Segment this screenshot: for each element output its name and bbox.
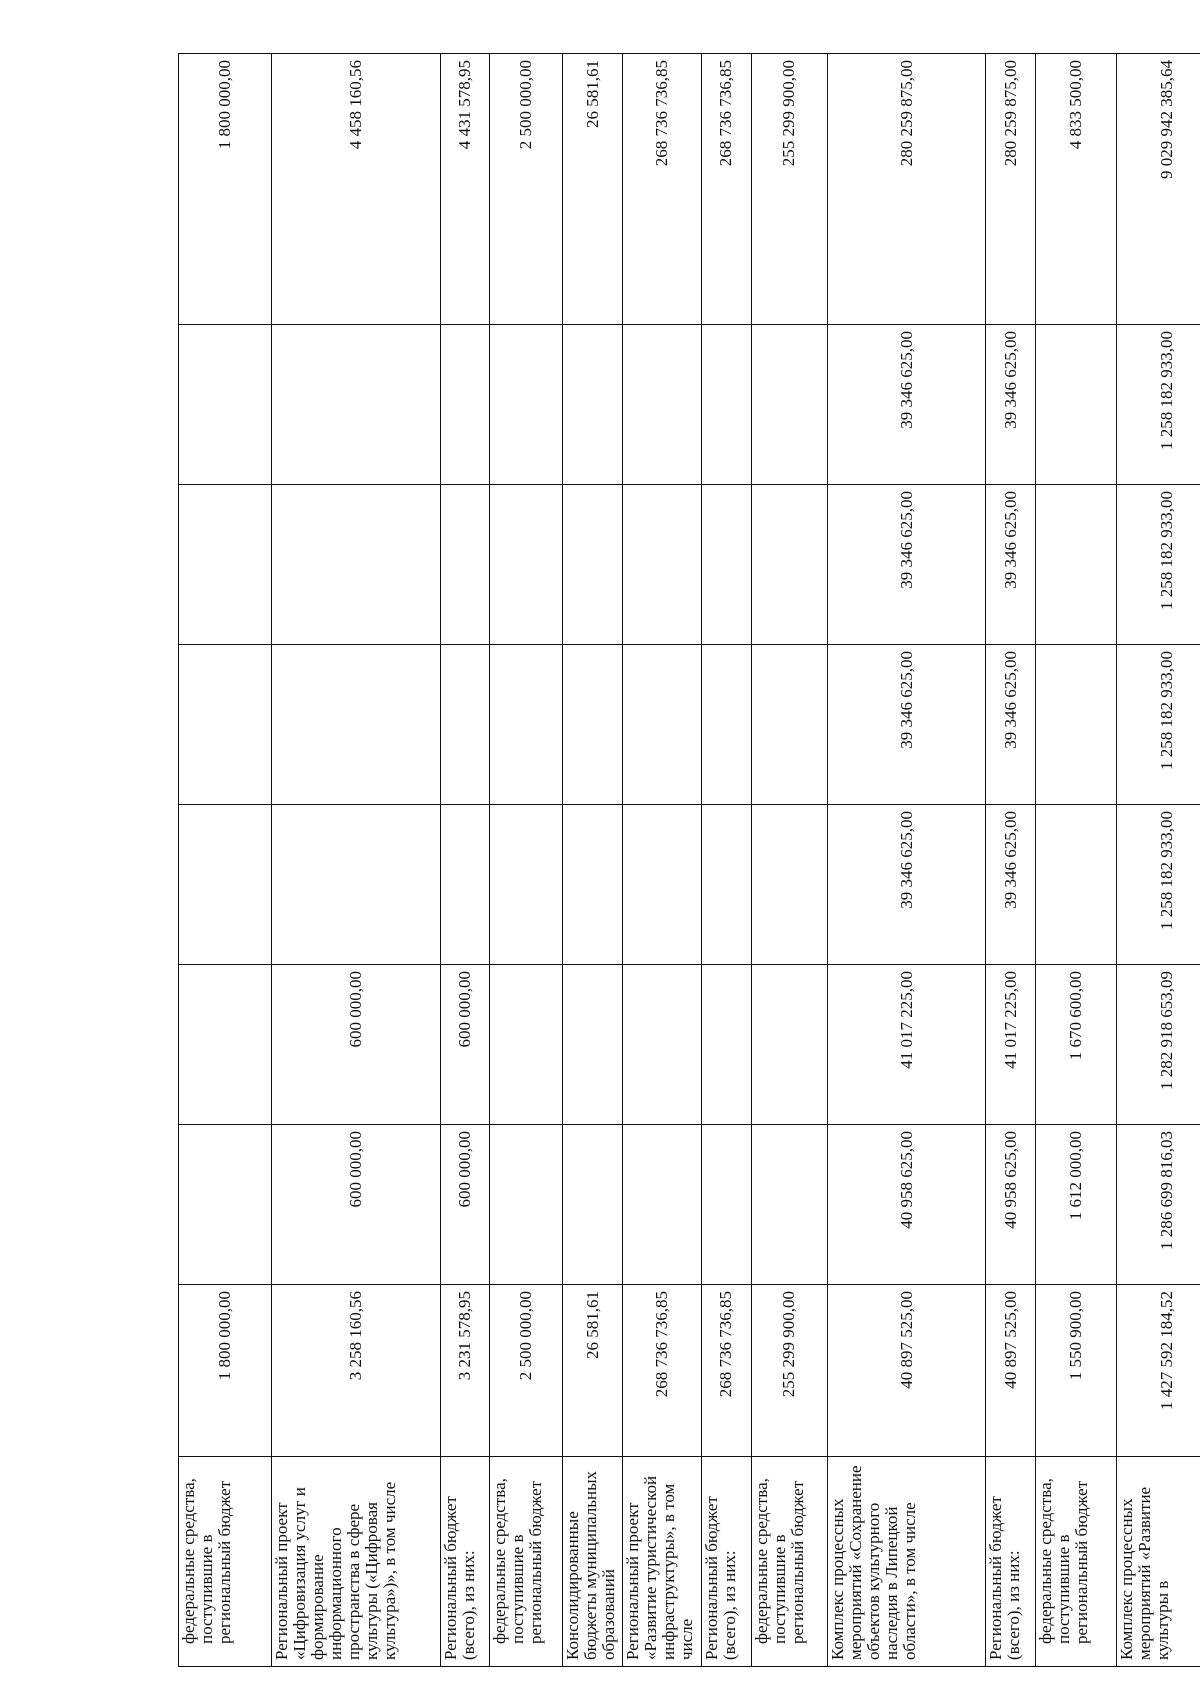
value-cell: [490, 485, 563, 645]
value-cell: [1036, 645, 1117, 805]
value-cell: [751, 325, 827, 485]
value-cell: [751, 1125, 827, 1285]
value-cell: [179, 485, 272, 645]
rotated-table-container: [178, 54, 1200, 1667]
value-cell: 1 258 182 933,00: [1117, 485, 1200, 645]
value-cell: 41 017 225,00: [986, 965, 1036, 1125]
value-cell: [623, 805, 702, 965]
row-label: федеральные средства, поступившие в региональный бюджет: [751, 1457, 827, 1667]
value-cell: [751, 485, 827, 645]
row-label: Региональный проект «Развитие туристической инфраструктуры», в том числе: [623, 1457, 702, 1667]
table-row: [986, 54, 1036, 1667]
value-cell: [751, 645, 827, 805]
value-cell: 1 427 592 184,52: [1117, 1285, 1200, 1457]
row-total-cell: 26 581,61: [563, 54, 623, 325]
table-row: [563, 54, 623, 1667]
value-cell: [702, 325, 752, 485]
value-cell: 1 258 182 933,00: [1117, 805, 1200, 965]
value-cell: [563, 965, 623, 1125]
row-label: Региональный бюджет (всего), из них:: [440, 1457, 490, 1667]
value-cell: 3 258 160,56: [272, 1285, 440, 1457]
value-cell: [179, 965, 272, 1125]
value-cell: [623, 645, 702, 805]
value-cell: 1 258 182 933,00: [1117, 325, 1200, 485]
row-total-cell: 280 259 875,00: [827, 54, 986, 325]
value-cell: 39 346 625,00: [986, 325, 1036, 485]
value-cell: [623, 325, 702, 485]
value-cell: [623, 965, 702, 1125]
value-cell: 39 346 625,00: [986, 805, 1036, 965]
value-cell: 600 000,00: [440, 965, 490, 1125]
row-label: Региональный бюджет (всего), из них:: [702, 1457, 752, 1667]
value-cell: [563, 325, 623, 485]
value-cell: [440, 325, 490, 485]
table-row: [827, 54, 986, 1667]
value-cell: 40 897 525,00: [827, 1285, 986, 1457]
value-cell: [1036, 325, 1117, 485]
value-cell: [490, 325, 563, 485]
value-cell: [272, 485, 440, 645]
value-cell: 600 000,00: [272, 965, 440, 1125]
row-total-cell: 2 500 000,00: [490, 54, 563, 325]
row-total-cell: 4 833 500,00: [1036, 54, 1117, 325]
value-cell: [563, 805, 623, 965]
row-label: Региональный бюджет (всего), из них:: [986, 1457, 1036, 1667]
table-row: [702, 54, 752, 1667]
value-cell: 40 958 625,00: [986, 1125, 1036, 1285]
value-cell: [490, 1125, 563, 1285]
table-row: [623, 54, 702, 1667]
table-row: [751, 54, 827, 1667]
table-row: [490, 54, 563, 1667]
value-cell: [1036, 805, 1117, 965]
table-row: [1117, 54, 1200, 1667]
value-cell: [702, 965, 752, 1125]
value-cell: [751, 965, 827, 1125]
value-cell: [563, 485, 623, 645]
value-cell: 39 346 625,00: [827, 645, 986, 805]
value-cell: [702, 1125, 752, 1285]
value-cell: 39 346 625,00: [986, 645, 1036, 805]
value-cell: [563, 1125, 623, 1285]
value-cell: 39 346 625,00: [827, 325, 986, 485]
row-total-cell: 4 431 578,95: [440, 54, 490, 325]
value-cell: 268 736 736,85: [702, 1285, 752, 1457]
value-cell: 3 231 578,95: [440, 1285, 490, 1457]
value-cell: [490, 645, 563, 805]
value-cell: [563, 645, 623, 805]
value-cell: [440, 485, 490, 645]
table-row: [272, 54, 440, 1667]
value-cell: 1 550 900,00: [1036, 1285, 1117, 1457]
value-cell: [179, 805, 272, 965]
value-cell: [179, 645, 272, 805]
row-total-cell: 1 800 000,00: [179, 54, 272, 325]
row-total-cell: 280 259 875,00: [986, 54, 1036, 325]
value-cell: 255 299 900,00: [751, 1285, 827, 1457]
value-cell: 600 000,00: [440, 1125, 490, 1285]
row-total-cell: 268 736 736,85: [623, 54, 702, 325]
value-cell: 268 736 736,85: [623, 1285, 702, 1457]
value-cell: 600 000,00: [272, 1125, 440, 1285]
value-cell: [179, 1125, 272, 1285]
value-cell: 39 346 625,00: [827, 485, 986, 645]
value-cell: [702, 645, 752, 805]
row-label: федеральные средства, поступившие в региональный бюджет: [490, 1457, 563, 1667]
row-total-cell: 255 299 900,00: [751, 54, 827, 325]
value-cell: [440, 805, 490, 965]
value-cell: [490, 965, 563, 1125]
value-cell: 39 346 625,00: [827, 805, 986, 965]
value-cell: 39 346 625,00: [986, 485, 1036, 645]
value-cell: 40 897 525,00: [986, 1285, 1036, 1457]
row-label: федеральные средства, поступившие в региональный бюджет: [179, 1457, 272, 1667]
value-cell: 1 670 600,00: [1036, 965, 1117, 1125]
row-label: Комплекс процессных мероприятий «Сохранение объектов культурного наследия в Липецкой области», в том числе: [827, 1457, 986, 1667]
value-cell: [272, 805, 440, 965]
value-cell: [179, 325, 272, 485]
value-cell: [272, 645, 440, 805]
table-row: [440, 54, 490, 1667]
value-cell: 1 282 918 653,09: [1117, 965, 1200, 1125]
value-cell: [440, 645, 490, 805]
value-cell: [702, 805, 752, 965]
table-row: [1036, 54, 1117, 1667]
table-body: [179, 54, 1200, 1667]
row-label: Комплекс процессных мероприятий «Развитие культуры в: [1117, 1457, 1200, 1667]
value-cell: 26 581,61: [563, 1285, 623, 1457]
row-total-cell: 9 029 942 385,64: [1117, 54, 1200, 325]
value-cell: 1 258 182 933,00: [1117, 645, 1200, 805]
value-cell: [702, 485, 752, 645]
value-cell: 2 500 000,00: [490, 1285, 563, 1457]
row-label: Консолидированные бюджеты муниципальных образований: [563, 1457, 623, 1667]
value-cell: 1 800 000,00: [179, 1285, 272, 1457]
value-cell: [751, 805, 827, 965]
row-label: федеральные средства, поступившие в региональный бюджет: [1036, 1457, 1117, 1667]
value-cell: [272, 325, 440, 485]
value-cell: 1 612 000,00: [1036, 1125, 1117, 1285]
row-label: Региональный проект «Цифровизация услуг и формирование информационного пространства в сфере культуры («Цифровая культура»)», в том числе: [272, 1457, 440, 1667]
value-cell: 40 958 625,00: [827, 1125, 986, 1285]
budget-table: [178, 53, 1200, 1667]
value-cell: 1 286 699 816,03: [1117, 1125, 1200, 1285]
value-cell: 41 017 225,00: [827, 965, 986, 1125]
row-total-cell: 268 736 736,85: [702, 54, 752, 325]
value-cell: [623, 1125, 702, 1285]
value-cell: [1036, 485, 1117, 645]
table-row: [179, 54, 272, 1667]
row-total-cell: 4 458 160,56: [272, 54, 440, 325]
value-cell: [490, 805, 563, 965]
value-cell: [623, 485, 702, 645]
